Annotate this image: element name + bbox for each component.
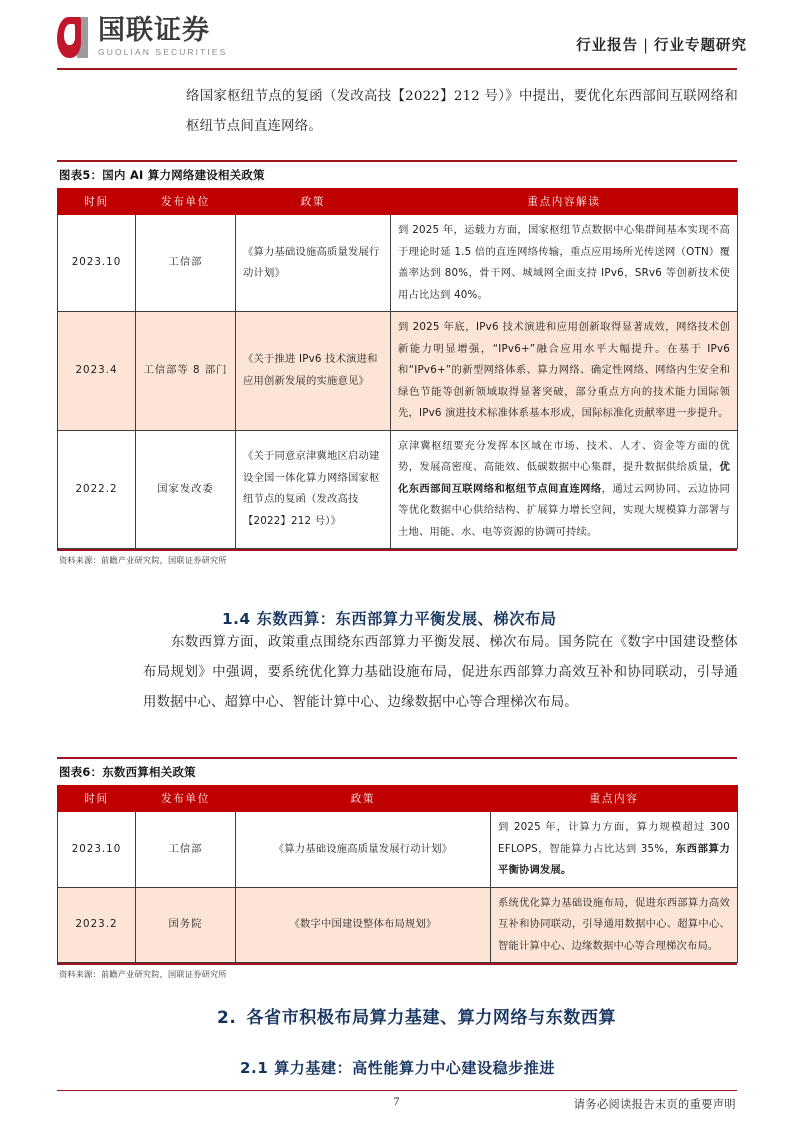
exhibit-5-title: 图表5：国内 AI 算力网络建设相关政策 bbox=[59, 168, 265, 182]
table-header-row bbox=[58, 786, 738, 812]
cell-time: 2023.10 bbox=[58, 215, 136, 312]
cell-detail: 到 2025 年，计算力方面，算力规模超过 300 EFLOPS，智能算力占比达到 35%，东西部算力平衡协调发展。 bbox=[491, 812, 738, 888]
logo-english-name: GUOLIAN SECURITIES bbox=[98, 47, 228, 58]
table-row bbox=[58, 312, 738, 431]
heading-2-1: 2.1 算力基建：高性能算力中心建设稳步推进 bbox=[240, 1059, 555, 1077]
heading-2 bbox=[217, 1003, 616, 1028]
footer-divider bbox=[57, 1090, 737, 1091]
cell-time: 2023.2 bbox=[58, 887, 136, 963]
cell-detail: 京津冀枢纽要充分发挥本区域在市场、技术、人才、资金等方面的优势，发展高密度、高能效、低碳数据中心集群，提升数据供给质量，优化东西部间互联网络和枢纽节点间直连网络，通过云网协同、云边协同等优化数据中心供给结构、扩展算力增长空间，实现大规模算力部署与土地、用能、水、电等资源的协调可持续。 bbox=[391, 430, 738, 549]
heading-2-text: 各省市积极布局算力基建、算力网络与东数西算 bbox=[246, 1008, 617, 1028]
column-header-detail: 重点内容 bbox=[491, 786, 738, 812]
table-header-row bbox=[58, 189, 738, 215]
cell-detail: 系统优化算力基础设施布局，促进东西部算力高效互补和协同联动，引导通用数据中心、超算中心、智能计算中心、边缘数据中心等合理梯次布局。 bbox=[491, 887, 738, 963]
table-row bbox=[58, 887, 738, 963]
exhibit-5-source: 资料来源：前瞻产业研究院，国联证券研究所 bbox=[59, 554, 227, 565]
cell-time: 2022.2 bbox=[58, 430, 136, 549]
exhibit-5-table bbox=[57, 188, 738, 549]
cell-detail: 到 2025 年，运载力方面，国家枢纽节点数据中心集群间基本实现不高于理论时延 1.5 倍的直连网络传输，重点应用场所光传送网（OTN）覆盖率达到 80%，骨干网、城域网全面支持 IPv6，SRv6 等创新技术使用占比达到 40%。 bbox=[391, 215, 738, 312]
guolian-logo-icon bbox=[57, 16, 91, 58]
table-row bbox=[58, 430, 738, 549]
cell-time: 2023.10 bbox=[58, 812, 136, 888]
exhibit-6-source: 资料来源：前瞻产业研究院，国联证券研究所 bbox=[59, 968, 227, 979]
exhibit-6 bbox=[57, 757, 737, 980]
cell-policy: 《关于推进 IPv6 技术演进和应用创新发展的实施意见》 bbox=[236, 312, 391, 431]
column-header-policy: 政策 bbox=[236, 189, 391, 215]
table-row bbox=[58, 215, 738, 312]
header-report-category: 行业报告 bbox=[576, 37, 639, 54]
column-header-issuer: 发布单位 bbox=[136, 786, 236, 812]
table-row bbox=[58, 812, 738, 888]
cell-issuer: 工信部 bbox=[136, 812, 236, 888]
page-header bbox=[0, 0, 793, 74]
column-header-detail: 重点内容解读 bbox=[391, 189, 738, 215]
cell-policy: 《关于同意京津冀地区启动建设全国一体化算力网络国家枢纽节点的复函（发改高技【2022】212 号）》 bbox=[236, 430, 391, 549]
company-logo bbox=[57, 16, 227, 58]
cell-issuer: 国家发改委 bbox=[136, 430, 236, 549]
heading-2-number: 2. bbox=[217, 1008, 237, 1028]
cell-time: 2023.4 bbox=[58, 312, 136, 431]
column-header-time: 时间 bbox=[58, 786, 136, 812]
footer-disclaimer: 请务必阅读报告末页的重要声明 bbox=[573, 1098, 736, 1111]
header-report-subject: 行业专题研究 bbox=[654, 37, 747, 54]
header-divider bbox=[57, 68, 737, 70]
cell-detail: 到 2025 年底，IPv6 技术演进和应用创新取得显著成效，网络技术创新能力明显增强，“IPv6+”融合应用水平大幅提升。在基于 IPv6 和“IPv6+”的新型网络体系、算力网络、确定性网络、网络内生安全和绿色节能等创新领域取得显著突破，部分重点方向的技术能力国际领先，IPv6 演进技术标准体系基本形成，国际标准化贡献率进一步提升。 bbox=[391, 312, 738, 431]
cell-issuer: 工信部等 8 部门 bbox=[136, 312, 236, 431]
exhibit-5 bbox=[57, 160, 737, 566]
intro-paragraph: 络国家枢纽节点的复函（发改高技【2022】212 号）》中提出，要优化东西部间互联网络和枢纽节点间直连网络。 bbox=[186, 89, 738, 134]
cell-issuer: 国务院 bbox=[136, 887, 236, 963]
exhibit-6-title: 图表6：东数西算相关政策 bbox=[59, 765, 196, 779]
header-separator: | bbox=[643, 38, 649, 54]
exhibit-6-table bbox=[57, 785, 738, 963]
column-header-issuer: 发布单位 bbox=[136, 189, 236, 215]
cell-policy: 《算力基础设施高质量发展行动计划》 bbox=[236, 215, 391, 312]
paragraph-1-4: 东数西算方面，政策重点围绕东西部算力平衡发展、梯次布局。国务院在《数字中国建设整体布局规划》中强调，要系统优化算力基础设施布局，促进东西部算力高效互补和协同联动，引导通用数据中心、超算中心、智能计算中心、边缘数据中心等合理梯次布局。 bbox=[143, 635, 738, 710]
cell-issuer: 工信部 bbox=[136, 215, 236, 312]
cell-policy: 《算力基础设施高质量发展行动计划》 bbox=[236, 812, 491, 888]
column-header-time: 时间 bbox=[58, 189, 136, 215]
logo-chinese-name: 国联证券 bbox=[98, 15, 210, 47]
page-number: 7 bbox=[393, 1096, 400, 1108]
column-header-policy: 政策 bbox=[236, 786, 491, 812]
header-report-type bbox=[576, 34, 747, 55]
heading-1-4: 1.4 东数西算：东西部算力平衡发展、梯次布局 bbox=[222, 610, 557, 628]
cell-policy: 《数字中国建设整体布局规划》 bbox=[236, 887, 491, 963]
